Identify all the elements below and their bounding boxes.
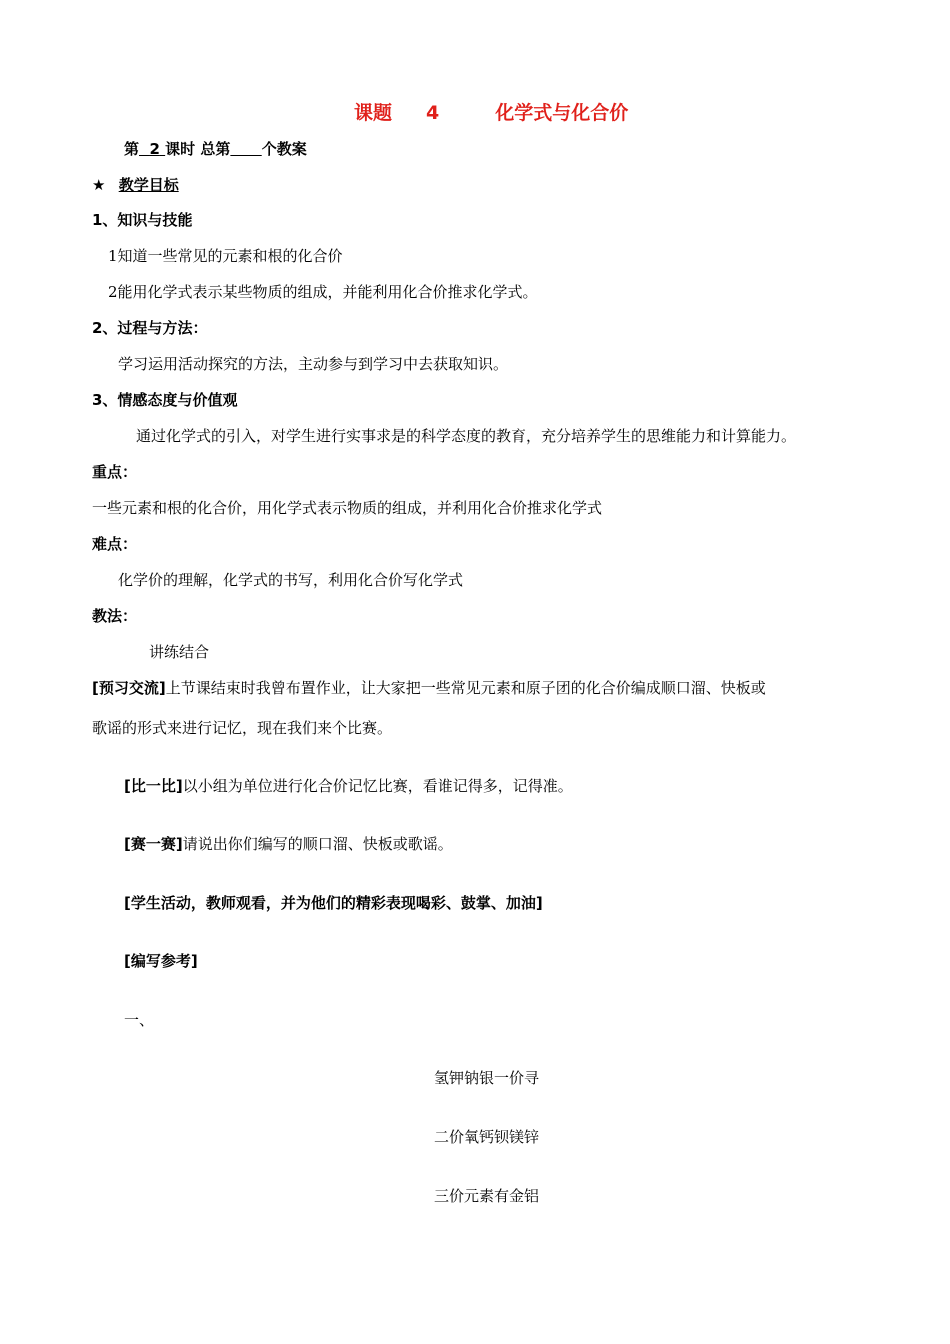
attitude-heading: 3、情感态度与价值观 xyxy=(92,391,238,409)
key-text: 一些元素和根的化合价，用化学式表示物质的组成，并利用化合价推求化学式 xyxy=(92,499,603,517)
lesson-label: 课题 xyxy=(354,102,393,124)
preview-tag: [预习交流] xyxy=(92,679,166,697)
plan-number-blank xyxy=(230,140,261,158)
rhyme-line-3: 三价元素有金铝 xyxy=(434,1187,540,1205)
preview-paragraph: [预习交流]上节课结束时我曾布置作业，让大家把一些常见元素和原子团的化合价编成顺口溜、快板或 xyxy=(92,679,766,697)
page-title xyxy=(354,101,628,125)
compare-tag: [比一比] xyxy=(124,777,183,795)
lesson-title: 化学式与化合价 xyxy=(495,102,629,124)
lesson-number: 4 xyxy=(426,102,440,124)
rhyme-line-2: 二价氧钙钡镁锌 xyxy=(434,1128,540,1146)
process-heading: 2、过程与方法： xyxy=(92,319,208,337)
method-text: 讲练结合 xyxy=(149,643,210,661)
method-heading: 教法： xyxy=(92,607,138,625)
item-one-label: 一、 xyxy=(124,1011,155,1029)
knowledge-item-1: 1知道一些常见的元素和根的化合价 xyxy=(108,247,343,265)
process-text: 学习运用活动探究的方法，主动参与到学习中去获取知识。 xyxy=(118,355,509,373)
attitude-text: 通过化学式的引入，对学生进行实事求是的科学态度的教育，充分培养学生的思维能力和计算能力。 xyxy=(136,427,797,445)
knowledge-heading: 1、知识与技能 xyxy=(92,211,193,229)
period-number: 2 xyxy=(149,140,160,158)
rhyme-line-1: 氢钾钠银一价寻 xyxy=(434,1069,540,1087)
knowledge-item-2: 2能用化学式表示某些物质的组成，并能利用化合价推求化学式。 xyxy=(108,283,538,301)
student-activity: [学生活动，教师观看，并为他们的精彩表现喝彩、鼓掌、加油] xyxy=(124,894,543,912)
compare-paragraph: [比一比]以小组为单位进行化合价记忆比赛，看谁记得多，记得准。 xyxy=(124,777,573,795)
reference-tag: [编写参考] xyxy=(124,952,198,970)
contest-tag: [赛一赛] xyxy=(124,835,183,853)
contest-paragraph: [赛一赛]请说出你们编写的顺口溜、快板或歌谣。 xyxy=(124,835,453,853)
difficulty-text: 化学价的理解，化学式的书写，利用化合价写化学式 xyxy=(118,571,464,589)
difficulty-heading: 难点： xyxy=(92,535,138,553)
session-line: 第 2 课时 总第 个教案 xyxy=(124,140,307,158)
objectives-heading: ★ 教学目标 xyxy=(92,176,179,194)
key-heading: 重点： xyxy=(92,463,138,481)
star-icon: ★ xyxy=(92,176,106,194)
preview-paragraph-line2: 歌谣的形式来进行记忆，现在我们来个比赛。 xyxy=(92,719,393,737)
